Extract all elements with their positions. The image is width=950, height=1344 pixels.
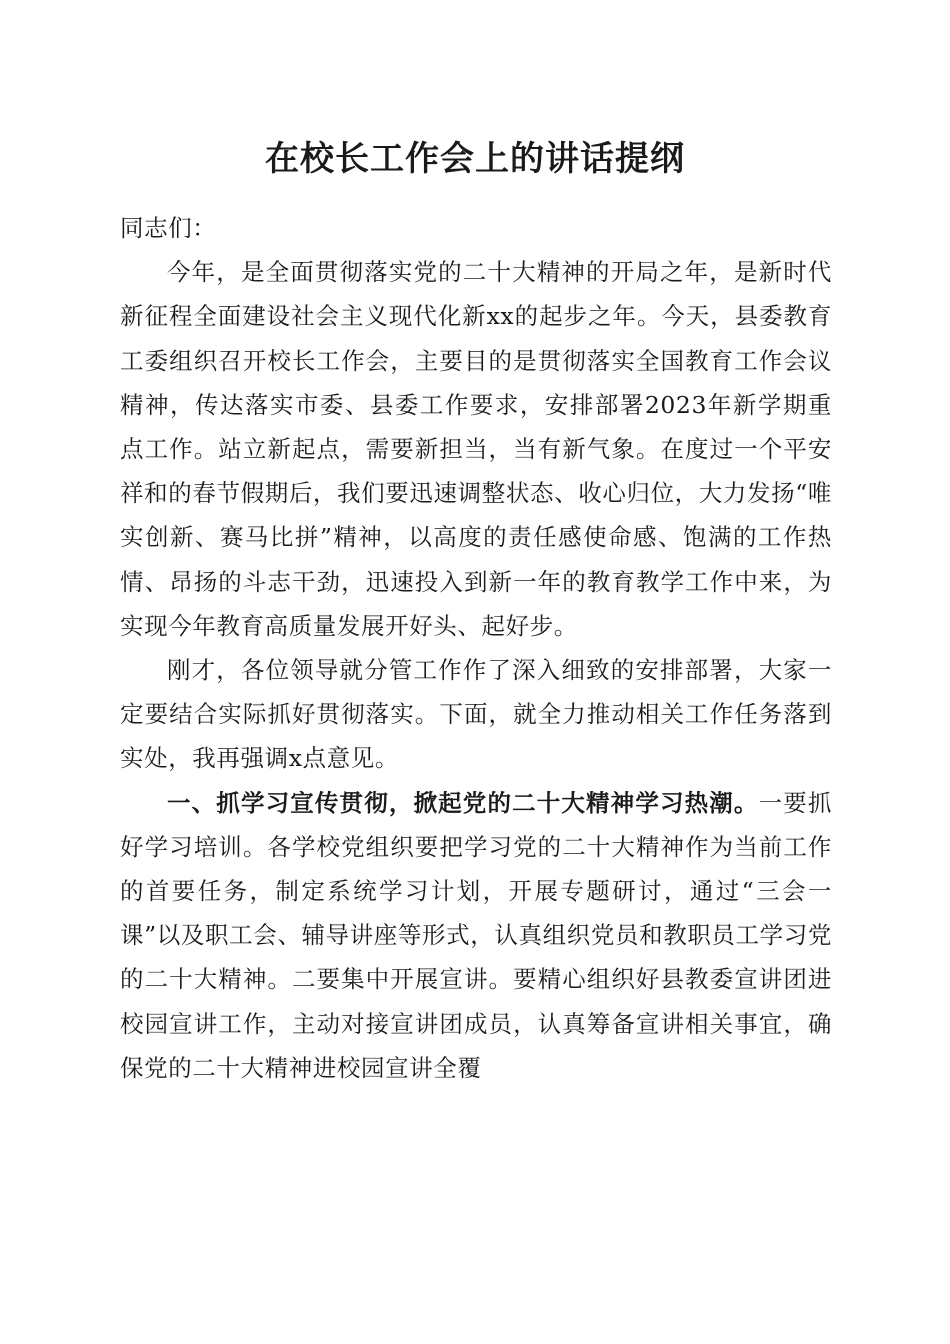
- paragraph-transition: 刚才，各位领导就分管工作作了深入细致的安排部署，大家一定要结合实际抓好贯彻落实。下面，就全力推动相关工作任务落到实处，我再强调x点意见。: [120, 656, 832, 773]
- salutation: 同志们：: [120, 214, 217, 242]
- document-title: 在校长工作会上的讲话提纲: [265, 139, 685, 179]
- paragraph-intro: 今年，是全面贯彻落实党的二十大精神的开局之年，是新时代新征程全面建设社会主义现代化新xx的起步之年。今天，县委教育工委组织召开校长工作会，主要目的是贯彻落实全国教育工作会议精神，传达落实市委、县委工作要求，安排部署2023年新学期重点工作。站立新起点，需要新担当，当有新气象。在度过一个平安祥和的春节假期后，我们要迅速调整状态、收心归位，大力发扬“唯实创新、赛马比拼”精神，以高度的责任感使命感、饱满的工作热情、昂扬的斗志干劲，迅速投入到新一年的教育教学工作中来，为实现今年教育高质量发展开好头、起好步。: [120, 258, 832, 640]
- section-1-paragraph: [120, 781, 832, 1090]
- document-body: [120, 206, 832, 1090]
- section-1-text: 一要抓好学习培训。各学校党组织要把学习党的二十大精神作为当前工作的首要任务，制定系统学习计划，开展专题研讨，通过“三会一课”以及职工会、辅导讲座等形式，认真组织党员和教职员工学习党的二十大精神。二要集中开展宣讲。要精心组织好县教委宣讲团进校园宣讲工作，主动对接宣讲团成员，认真筹备宣讲相关事宜，确保党的二十大精神进校园宣讲全覆: [120, 788, 832, 1082]
- section-1-heading: 一、抓学习宣传贯彻，掀起党的二十大精神学习热潮。: [167, 788, 759, 817]
